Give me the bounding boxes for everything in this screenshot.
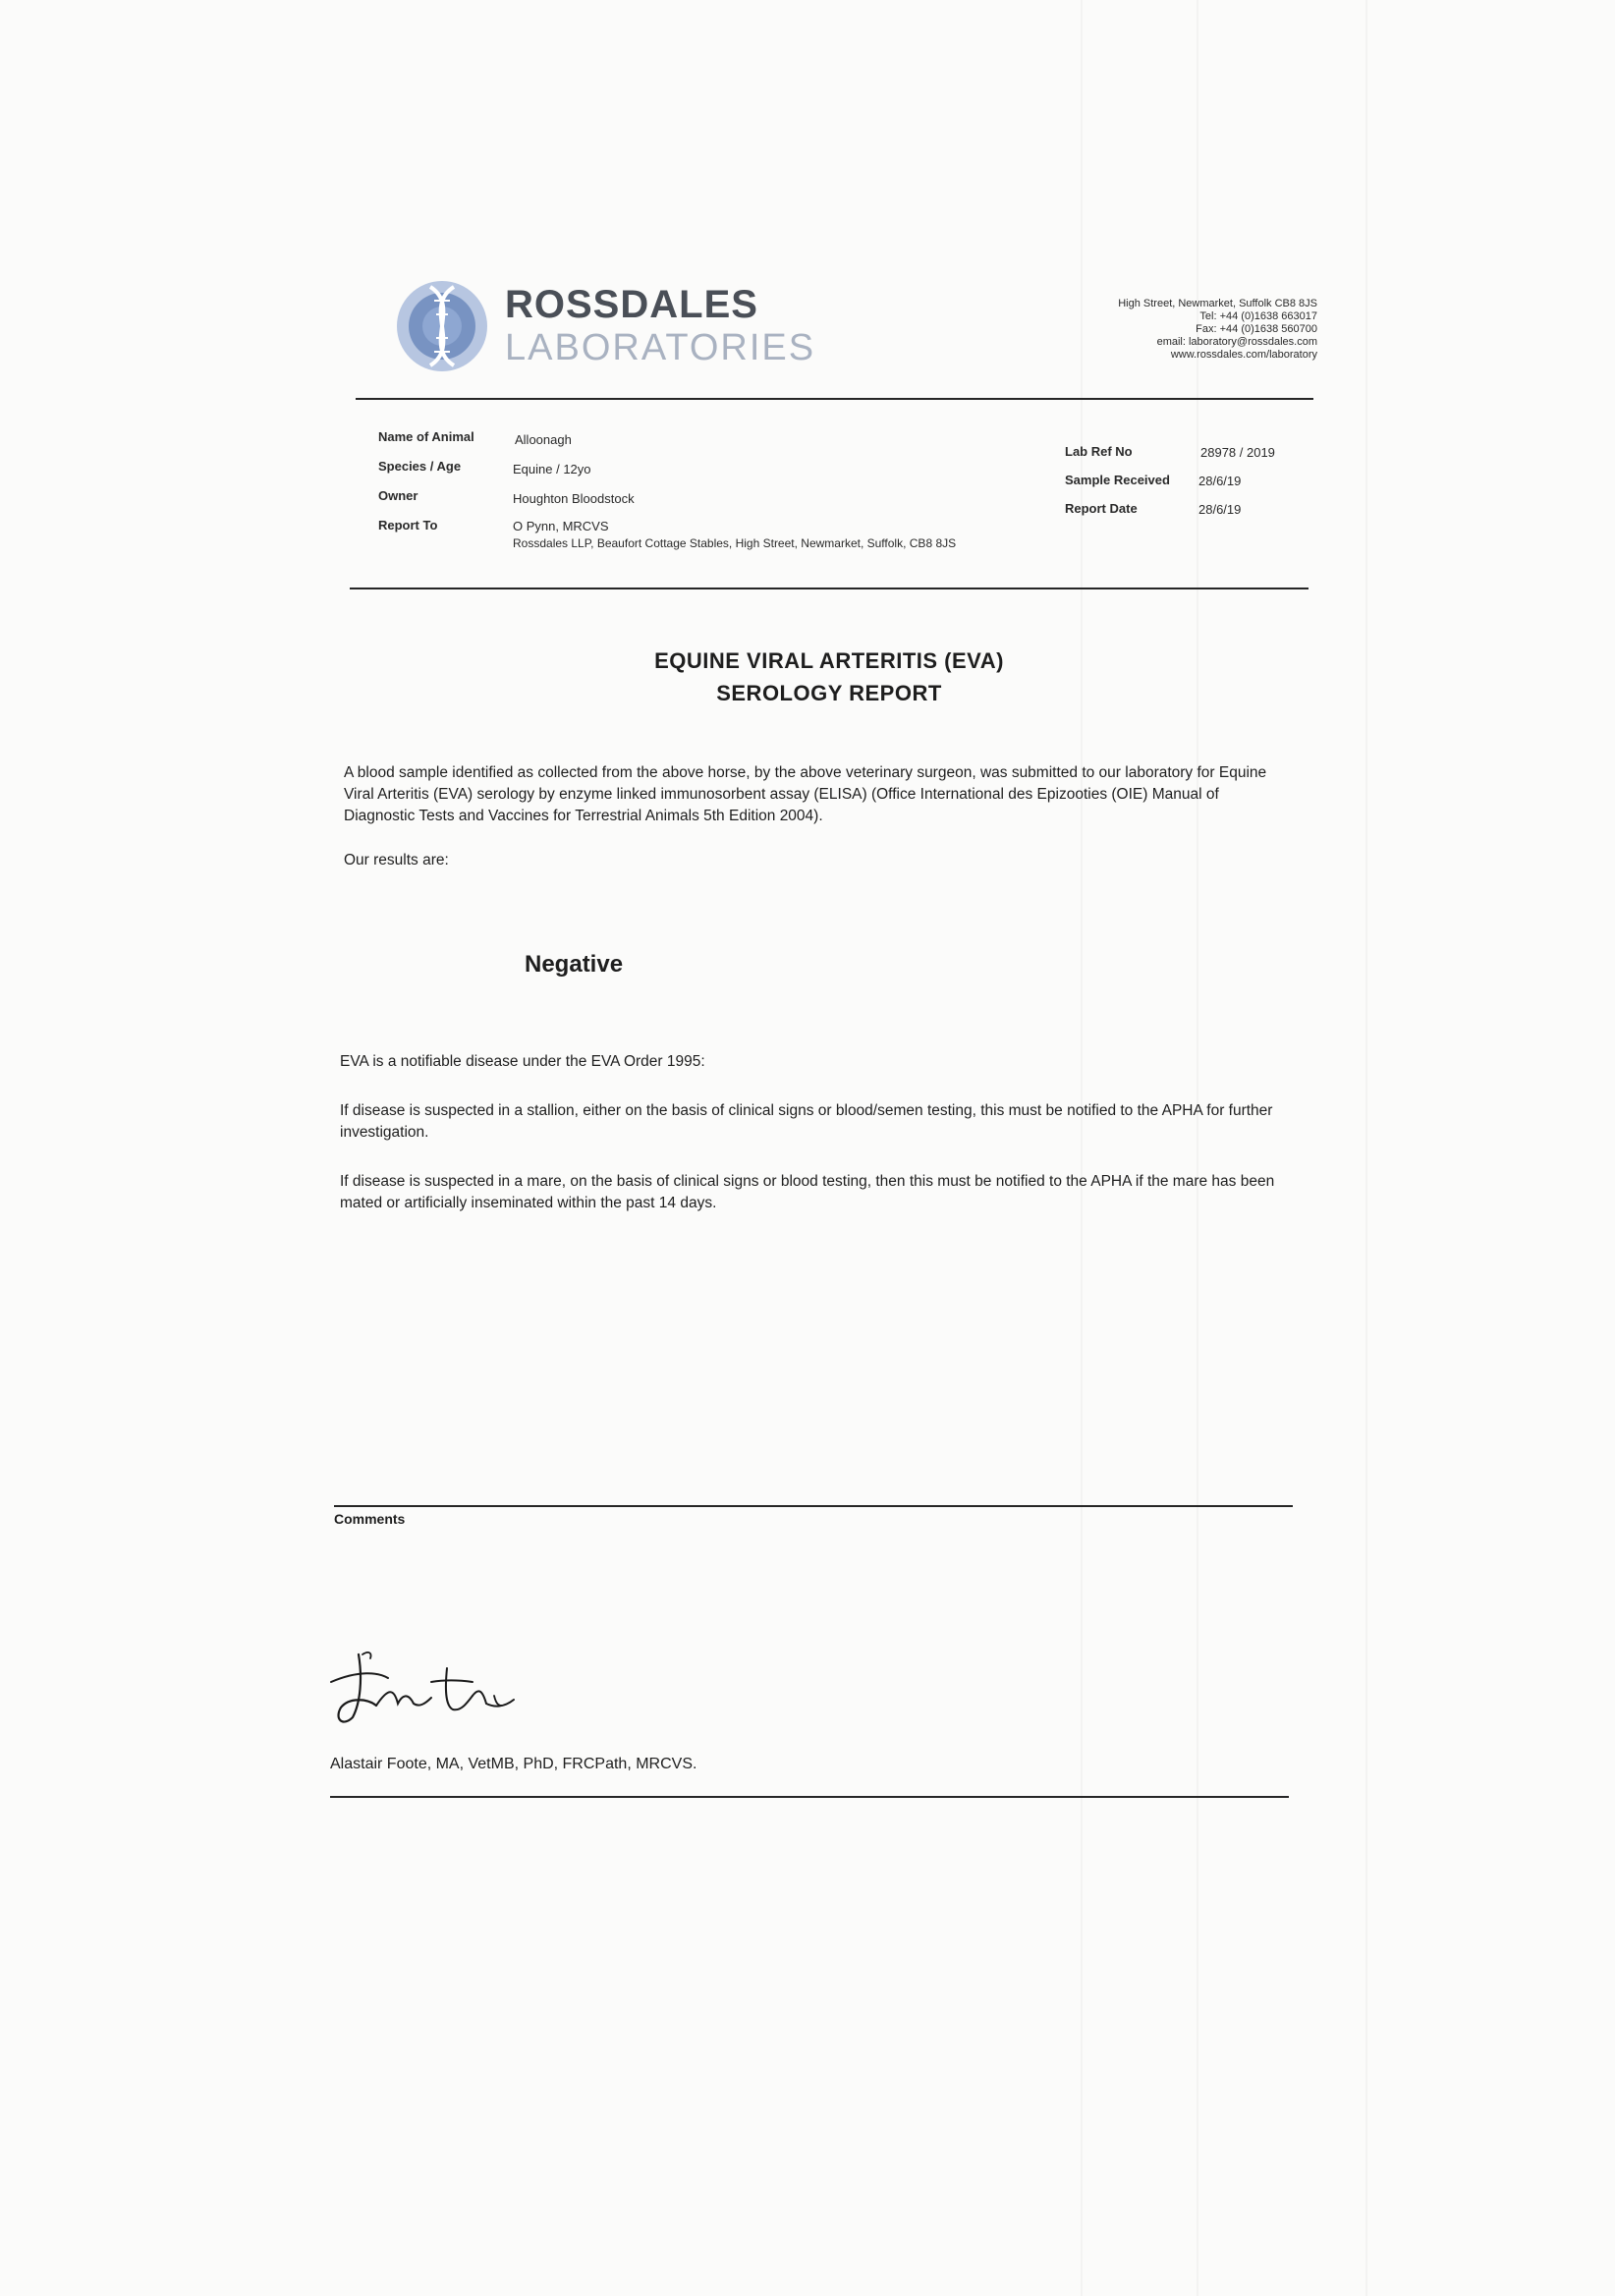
mare-note: If disease is suspected in a mare, on the basis of clinical signs or blood testing, then this must be notified to the APHA if the mare has been mated or artificially inseminated within the past 14 days. <box>340 1173 1275 1211</box>
info-divider <box>350 588 1309 589</box>
comments-divider <box>334 1505 1293 1507</box>
header-divider <box>356 398 1313 400</box>
scan-streak <box>1081 0 1083 2296</box>
owner-value: Houghton Bloodstock <box>513 491 635 506</box>
dna-helix-icon <box>393 277 491 375</box>
species-age-value: Equine / 12yo <box>513 462 591 476</box>
report-to-label: Report To <box>378 518 438 532</box>
brand-wordmark <box>505 283 815 369</box>
report-date-value: 28/6/19 <box>1198 502 1242 517</box>
address-line: email: laboratory@rossdales.com <box>1156 336 1317 348</box>
address-line: High Street, Newmarket, Suffolk CB8 8JS <box>1118 298 1317 309</box>
sample-received-value: 28/6/19 <box>1198 474 1242 488</box>
results-intro: Our results are: <box>344 852 449 868</box>
sample-received-label: Sample Received <box>1065 473 1170 487</box>
brand-name: ROSSDALES <box>505 283 758 326</box>
stallion-note: If disease is suspected in a stallion, either on the basis of clinical signs or blood/semen testing, this must be notified to the APHA for further investigation. <box>340 1102 1273 1141</box>
lab-ref-value: 28978 / 2019 <box>1200 445 1275 460</box>
footer-divider <box>330 1796 1289 1798</box>
report-to-value: O Pynn, MRCVS <box>513 519 609 533</box>
signatory-name: Alastair Foote, MA, VetMB, PhD, FRCPath, MRCVS. <box>330 1756 697 1772</box>
address-line: Tel: +44 (0)1638 663017 <box>1199 310 1317 322</box>
lab-address <box>1118 298 1317 362</box>
signature-image <box>329 1649 594 1737</box>
report-to-address: Rossdales LLP, Beaufort Cottage Stables, High Street, Newmarket, Suffolk, CB8 8JS <box>513 536 957 550</box>
comments-label: Comments <box>334 1511 406 1527</box>
lab-ref-label: Lab Ref No <box>1065 444 1133 459</box>
test-result: Negative <box>525 951 624 978</box>
report-subtitle: SEROLOGY REPORT <box>716 681 942 705</box>
species-age-label: Species / Age <box>378 459 462 474</box>
notifiable-statement: EVA is a notifiable disease under the EVA Order 1995: <box>340 1053 705 1070</box>
owner-label: Owner <box>378 488 418 503</box>
name-of-animal-label: Name of Animal <box>378 429 474 444</box>
report-date-label: Report Date <box>1065 501 1138 516</box>
brand-subtitle: LABORATORIES <box>505 327 816 368</box>
name-of-animal-value: Alloonagh <box>515 432 572 447</box>
scan-streak <box>1365 0 1367 2296</box>
address-line: www.rossdales.com/laboratory <box>1170 349 1317 361</box>
intro-paragraph: A blood sample identified as collected from the above horse, by the above veterinary surgeon, was submitted to our laboratory for Equine Viral Arteritis (EVA) serology by enzyme linked immunosorbent assay (ELISA) (Office International des Epizooties (OIE) Manual of Diagnostic Tests and Vaccines for Terrestrial Animals 5th Edition 2004). <box>344 764 1267 824</box>
report-title: EQUINE VIRAL ARTERITIS (EVA) <box>654 648 1004 673</box>
address-line: Fax: +44 (0)1638 560700 <box>1196 323 1317 335</box>
